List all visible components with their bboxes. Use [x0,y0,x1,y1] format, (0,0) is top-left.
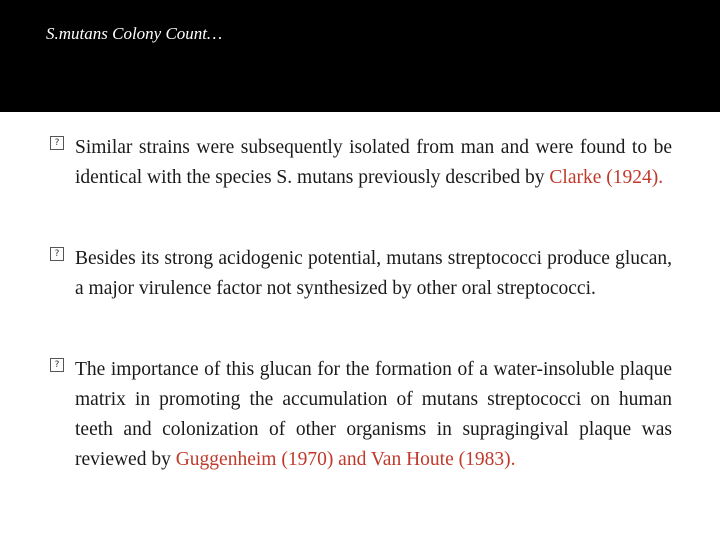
bullet-body: Similar strains were subsequently isolated from man and were found to be identical with the species S. mutans previously described by [75,137,672,188]
slide-title: S.mutans Colony Count… [46,24,223,43]
slide-header [0,0,720,112]
bullet-text [75,133,672,193]
bullet-body: Besides its strong acidogenic potential, mutans streptococci produce glucan, a major virulence factor not synthesized by other oral streptococci. [75,248,672,299]
bullet-box-icon: ? [50,136,64,150]
bullet-text [75,355,672,475]
bullet-item [50,355,672,475]
bullet-body: The importance of this glucan for the formation of a water-insoluble plaque matrix in promoting the accumulation of mutans streptococci on human teeth and colonization of other organisms in supragingival plaque was reviewed by [75,359,672,470]
bullet-text [75,244,672,304]
bullet-box-icon: ? [50,358,64,372]
citation: Clarke (1924). [549,167,664,188]
bullet-item [50,244,672,304]
citation: Guggenheim (1970) and Van Houte (1983). [175,449,516,470]
bullet-item [50,133,672,193]
bullet-box-icon: ? [50,247,64,261]
